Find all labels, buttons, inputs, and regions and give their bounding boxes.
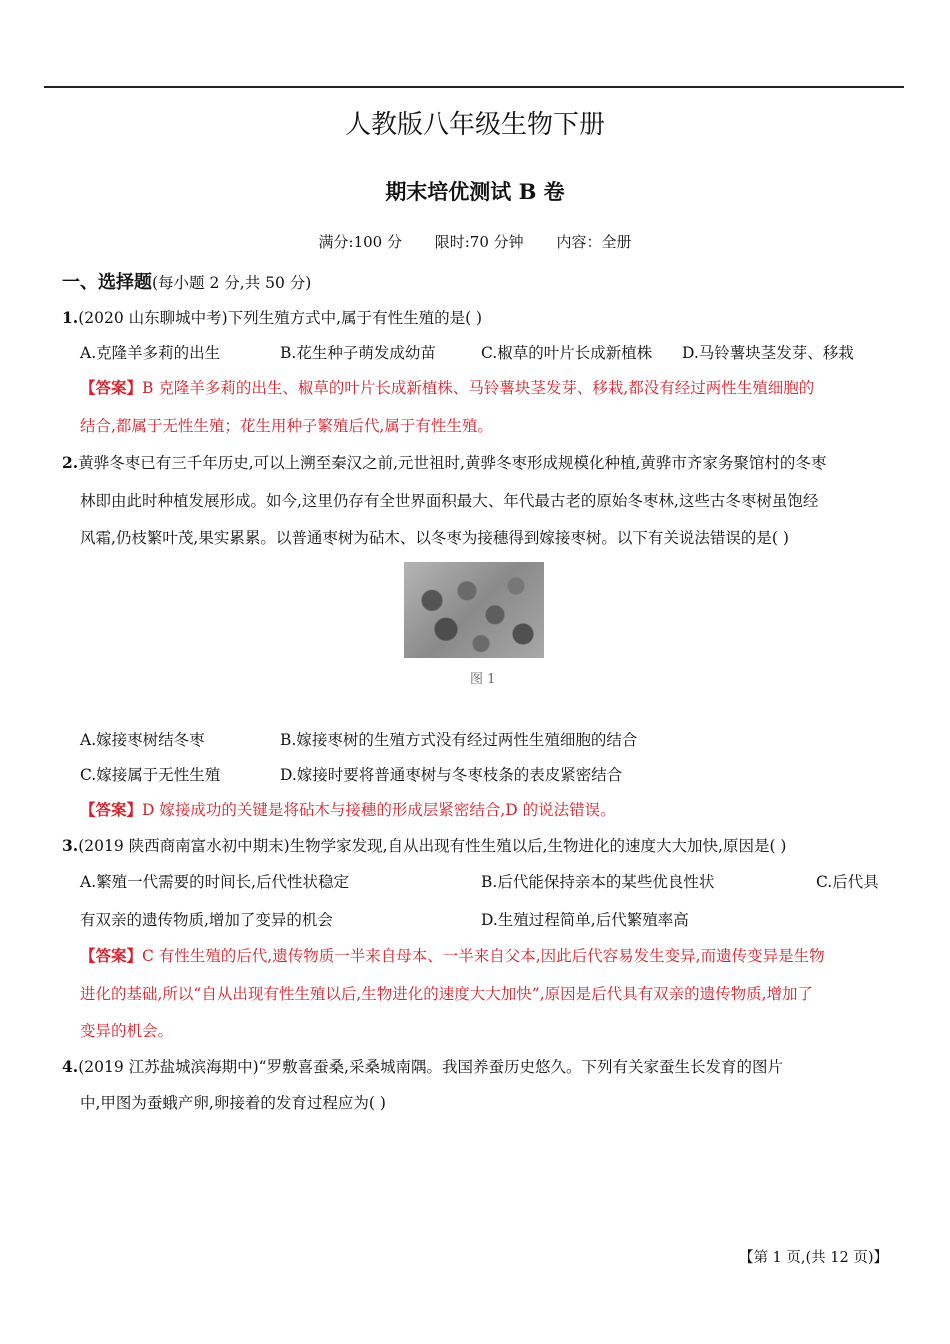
q1-answer-line2: 结合,都属于无性生殖；花生用种子繁殖后代,属于有性生殖。 — [80, 417, 493, 435]
q3-answer-tag: 【答案】 — [80, 946, 143, 965]
q1-option-b: B.花生种子萌发成幼苗 — [280, 344, 436, 362]
q3-stem — [62, 834, 786, 856]
q2-option-a: A.嫁接枣树结冬枣 — [80, 731, 205, 749]
q4-text-1: (2019 江苏盐城滨海期中)“罗敷喜蚕桑,采桑城南隅。我国养蚕历史悠久。下列有关家蚕生长发育的图片 — [78, 1058, 784, 1076]
q3-number: 3. — [62, 836, 79, 855]
q3-answer — [80, 944, 825, 966]
q2-text-1: 黄骅冬枣已有三千年历史,可以上溯至秦汉之前,元世祖时,黄骅冬枣形成规模化种植,黄骅市齐家务聚馆村的冬枣 — [78, 454, 827, 472]
section-heading — [62, 268, 311, 294]
q3-option-d: D.生殖过程简单,后代繁殖率高 — [481, 911, 689, 929]
q2-answer — [80, 798, 616, 820]
q1-stem — [62, 306, 482, 328]
meta-scope: 内容：全册 — [556, 233, 632, 251]
q2-answer-tag: 【答案】 — [80, 800, 143, 819]
q1-answer-tag: 【答案】 — [80, 378, 143, 397]
page-subtitle: 期末培优测试 B 卷 — [385, 179, 565, 204]
q1-answer — [80, 376, 814, 398]
q2-option-b: B.嫁接枣树的生殖方式没有经过两性生殖细胞的结合 — [280, 731, 638, 749]
q4-text-2: 中,甲图为蚕蛾产卵,卵接着的发育过程应为( ) — [80, 1094, 386, 1112]
q2-text-3: 风霜,仍枝繁叶茂,果实累累。以普通枣树为砧木、以冬枣为接穗得到嫁接枣树。以下有关说法错误的是( ) — [80, 529, 789, 547]
q2-answer-text: D 嫁接成功的关键是将砧木与接穗的形成层紧密结合,D 的说法错误。 — [142, 801, 616, 819]
meta-score: 满分:100 分 — [318, 233, 402, 251]
q1-text: (2020 山东聊城中考)下列生殖方式中,属于有性生殖的是( ) — [78, 309, 483, 327]
q3-option-c: C.后代具 — [816, 873, 879, 891]
q3-option-a: A.繁殖一代需要的时间长,后代性状稳定 — [80, 873, 350, 891]
jujube-photo — [404, 562, 544, 658]
q3-option-c-cont: 有双亲的遗传物质,增加了变异的机会 — [80, 911, 333, 929]
q2-stem — [62, 451, 826, 473]
section-title: 一、选择题 — [62, 272, 152, 293]
q3-answer-text: C 有性生殖的后代,遗传物质一半来自母本、一半来自父本,因此后代容易发生变异,而遗传变异是生物 — [142, 947, 825, 965]
section-note: (每小题 2 分,共 50 分) — [152, 274, 312, 292]
q3-answer-line3: 变异的机会。 — [80, 1022, 174, 1040]
q1-answer-text: B 克隆羊多莉的出生、椒草的叶片长成新植株、马铃薯块茎发芽、移栽,都没有经过两性生殖细胞的 — [142, 379, 815, 397]
q3-answer-line2: 进化的基础,所以“自从出现有性生殖以后,生物进化的速度大大加快”,原因是后代具有双亲的遗传物质,增加了 — [80, 985, 814, 1003]
header-rule — [44, 86, 904, 88]
q1-option-a: A.克隆羊多莉的出生 — [80, 344, 221, 362]
q3-option-b: B.后代能保持亲本的某些优良性状 — [481, 873, 715, 891]
q2-text-2: 林即由此时种植发展形成。如今,这里仍存有全世界面积最大、年代最古老的原始冬枣林,这些古冬枣树虽饱经 — [80, 492, 819, 510]
q1-number: 1. — [62, 308, 79, 327]
meta-time: 限时:70 分钟 — [434, 233, 524, 251]
q4-stem — [62, 1055, 783, 1077]
q1-option-d: D.马铃薯块茎发芽、移栽 — [682, 344, 854, 362]
exam-meta — [0, 231, 950, 252]
q2-option-d: D.嫁接时要将普通枣树与冬枣枝条的表皮紧密结合 — [280, 766, 623, 784]
page-title: 人教版八年级生物下册 — [344, 110, 605, 140]
q3-text: (2019 陕西商南富水初中期末)生物学家发现,自从出现有性生殖以后,生物进化的速度大大加快,原因是( ) — [78, 837, 787, 855]
q2-option-c: C.嫁接属于无性生殖 — [80, 766, 221, 784]
q1-option-c: C.椒草的叶片长成新植株 — [481, 344, 653, 362]
q2-number: 2. — [62, 453, 79, 472]
figure-caption: 图 1 — [470, 672, 496, 687]
q4-number: 4. — [62, 1057, 79, 1076]
page-footer: 【第 1 页,(共 12 页)】 — [738, 1250, 888, 1266]
